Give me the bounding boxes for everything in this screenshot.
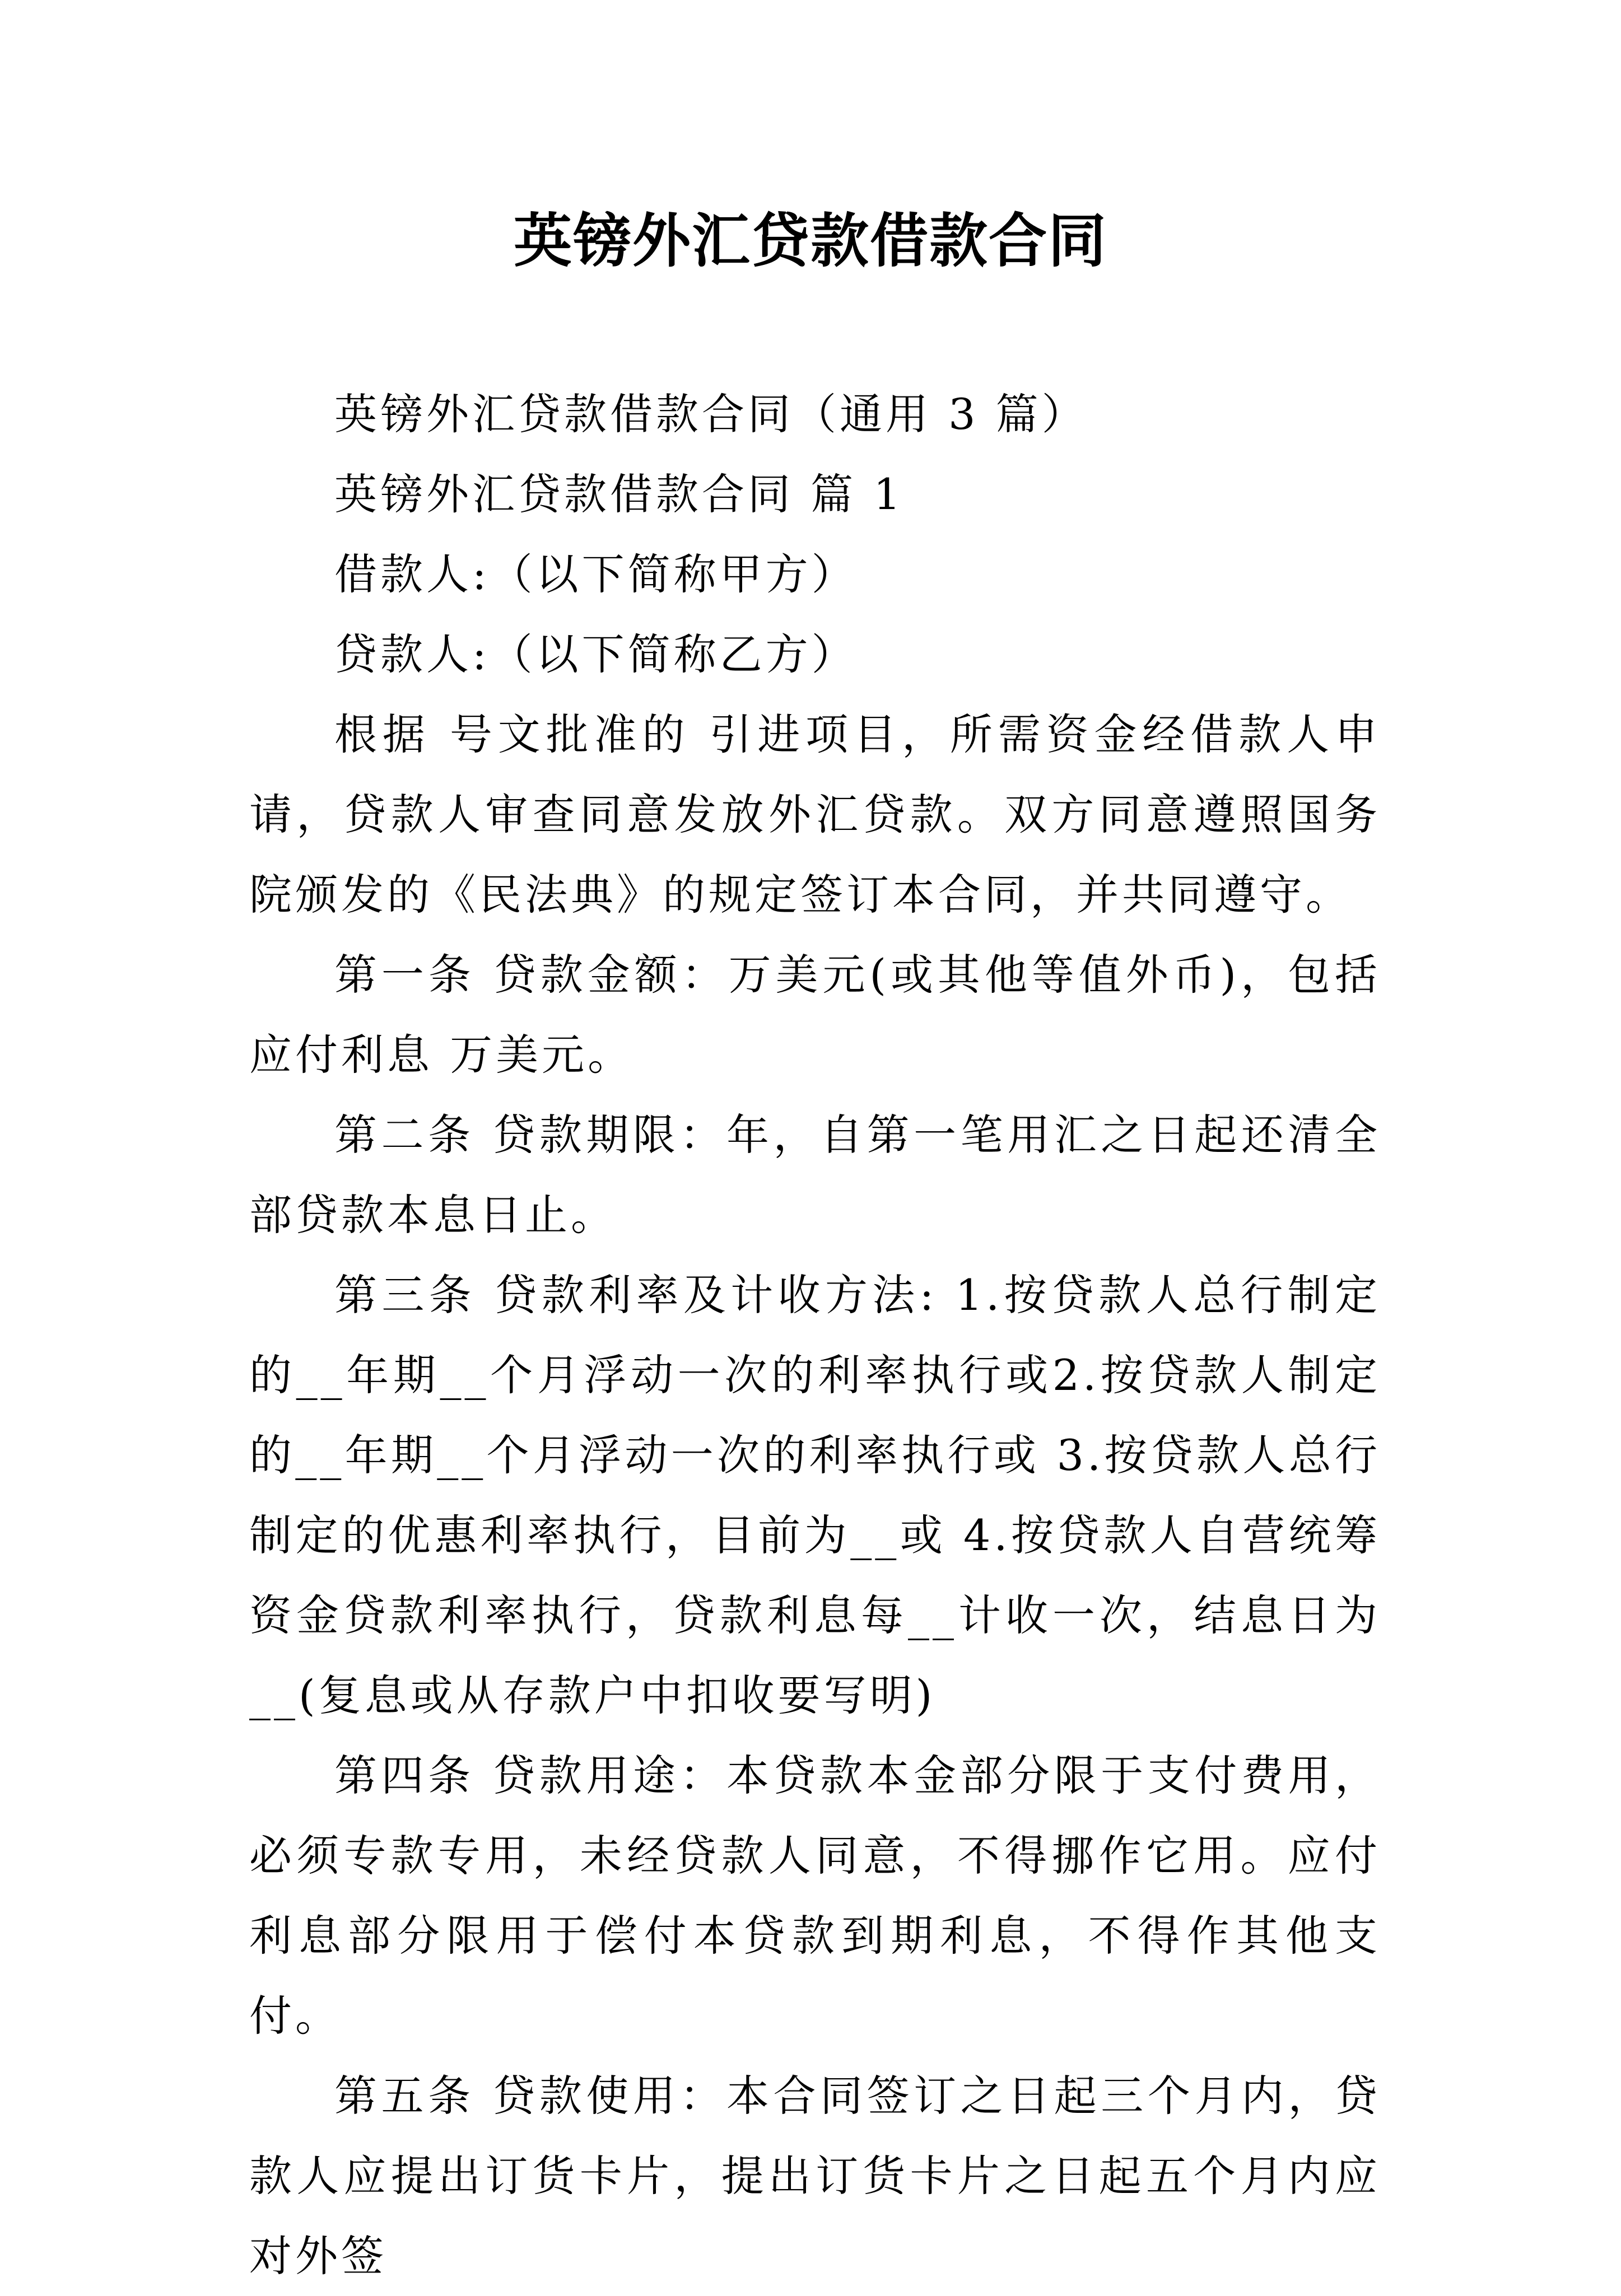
paragraph-article-5: 第五条 贷款使用：本合同签订之日起三个月内，贷款人应提出订货卡片，提出订货卡片之日起五个月内应对外签 bbox=[249, 2071, 1381, 2281]
document-body bbox=[249, 374, 1381, 2296]
paragraph-subtitle: 英镑外汇贷款借款合同（通用 3 篇） bbox=[334, 389, 1088, 439]
paragraph-article-3: 第三条 贷款利率及计收方法: 1.按贷款人总行制定的__年期__个月浮动一次的利率执行或2.按贷款人制定的__年期__个月浮动一次的利率执行或 3.按贷款人总行制定的优惠利率执行，目前为__或 4.按贷款人自营统筹资金贷款利率执行，贷款利息每__计收一次，结息日为__(复息或从存款户中扣收要写明) bbox=[249, 1270, 1381, 1720]
paragraph-lender: 贷款人:（以下简称乙方） bbox=[334, 629, 858, 679]
paragraph-preamble: 根据 号文批准的 引进项目，所需资金经借款人申请，贷款人审查同意发放外汇贷款。双方同意遵照国务院颁发的《民法典》的规定签订本合同，并共同遵守。 bbox=[249, 710, 1381, 920]
paragraph-article-2: 第二条 贷款期限：年，自第一笔用汇之日起还清全部贷款本息日止。 bbox=[249, 1110, 1381, 1240]
paragraph-article-1: 第一条 贷款金额：万美元(或其他等值外币)，包括应付利息 万美元。 bbox=[249, 950, 1381, 1080]
document-title: 英镑外汇贷款借款合同 bbox=[513, 206, 1107, 275]
paragraph-section-heading: 英镑外汇贷款借款合同 篇 1 bbox=[334, 469, 904, 519]
paragraph-borrower: 借款人:（以下简称甲方） bbox=[334, 549, 858, 599]
paragraph-article-4: 第四条 贷款用途：本贷款本金部分限于支付费用，必须专款专用，未经贷款人同意，不得挪作它用。应付利息部分限用于偿付本贷款到期利息，不得作其他支付。 bbox=[249, 1751, 1381, 2041]
